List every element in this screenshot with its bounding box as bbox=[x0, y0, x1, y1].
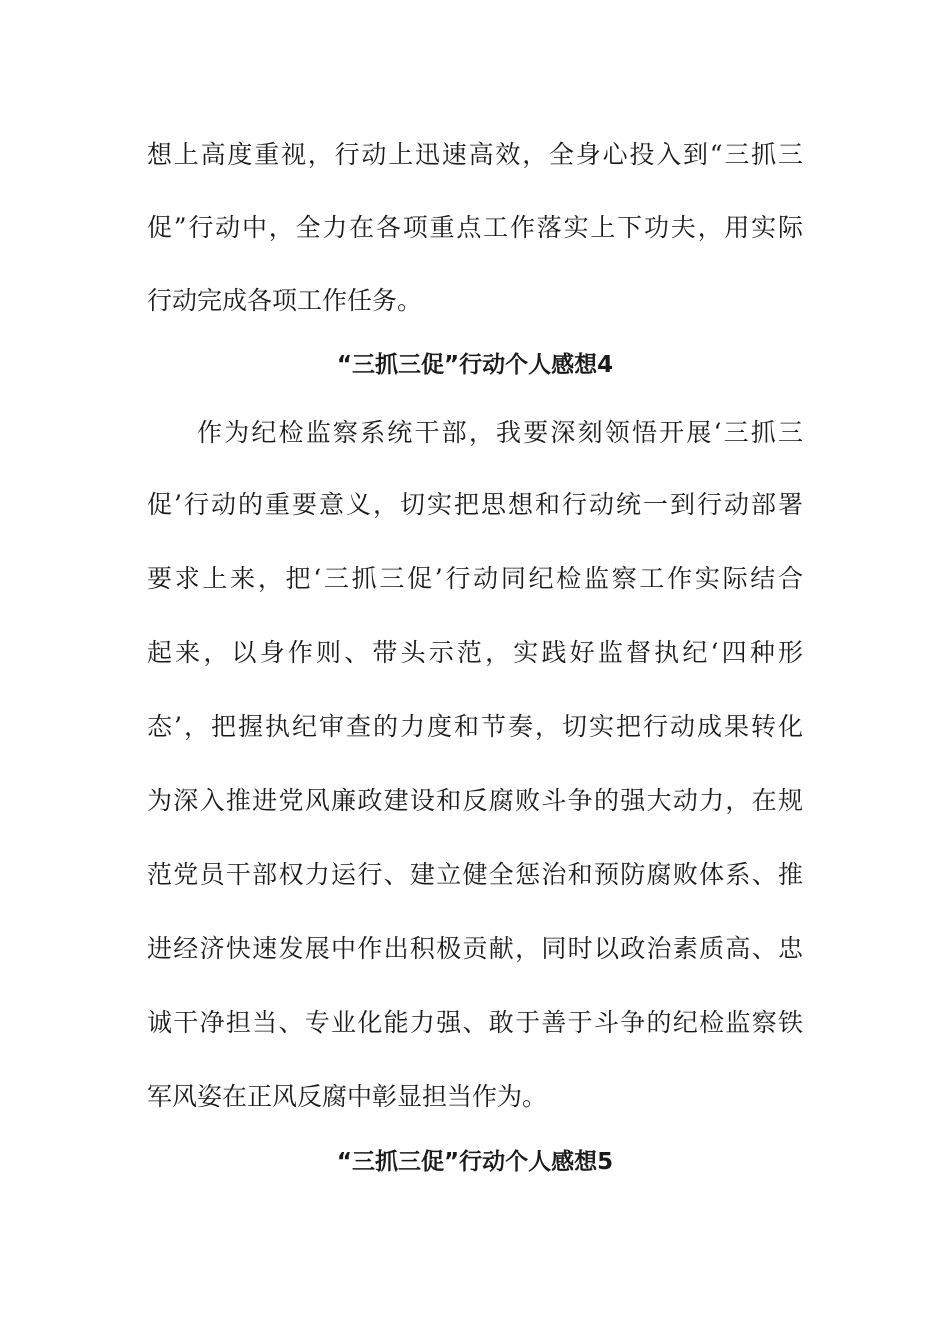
paragraph-line: 进经济快速发展中作出积极贡献，同时以政治素质高、忠 bbox=[147, 934, 803, 963]
paragraph-line: 想上高度重视，行动上迅速高效，全身心投入到“三抓三 bbox=[147, 140, 803, 169]
paragraph-line: 作为纪检监察系统干部，我要深刻领悟开展‘三抓三 bbox=[197, 418, 803, 447]
paragraph-line: 行动完成各项工作任务。 bbox=[147, 286, 423, 315]
paragraph-line: 军风姿在正风反腐中彰显担当作为。 bbox=[147, 1082, 548, 1111]
paragraph-line: 促”行动中，全力在各项重点工作落实上下功夫，用实际 bbox=[147, 213, 803, 242]
paragraph-line: 范党员干部权力运行、建立健全惩治和预防腐败体系、推 bbox=[147, 860, 803, 889]
section-heading-4: “三抓三促”行动个人感想4 bbox=[336, 352, 614, 378]
paragraph-line: 要求上来，把‘三抓三促’行动同纪检监察工作实际结合 bbox=[147, 564, 803, 593]
paragraph-line: 促’行动的重要意义，切实把思想和行动统一到行动部署 bbox=[147, 490, 803, 519]
paragraph-line: 为深入推进党风廉政建设和反腐败斗争的强大动力，在规 bbox=[147, 786, 803, 815]
section-heading-5: “三抓三促”行动个人感想5 bbox=[336, 1149, 614, 1175]
paragraph-line: 起来，以身作则、带头示范，实践好监督执纪‘四种形 bbox=[147, 638, 803, 667]
paragraph-line: 态’，把握执纪审查的力度和节奏，切实把行动成果转化 bbox=[147, 712, 803, 741]
paragraph-line: 诚干净担当、专业化能力强、敢于善于斗争的纪检监察铁 bbox=[147, 1008, 803, 1037]
